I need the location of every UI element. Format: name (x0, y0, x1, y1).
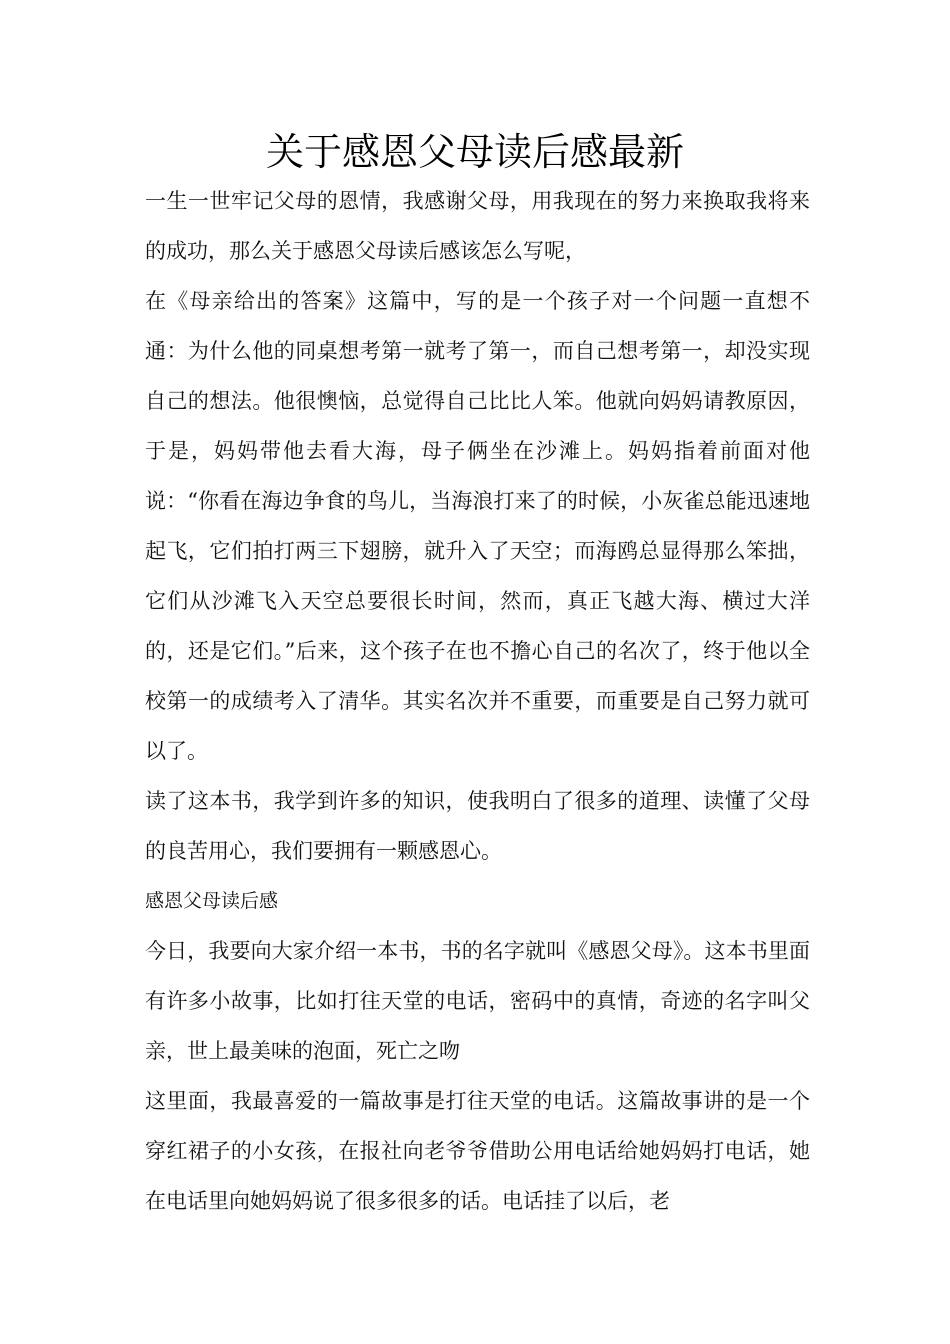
document-title: 关于感恩父母读后感最新 (265, 130, 684, 174)
paragraph-favorite-story: 这里面，我最喜爱的一篇故事是打往天堂的电话。这篇故事讲的是一个穿红裙子的小女孩，在报社向老爷爷借助公用电话给她妈妈打电话，她在电话里向她妈妈说了很多很多的话。电话挂了以后，老 (145, 1089, 810, 1213)
section-heading: 感恩父母读后感 (145, 890, 279, 912)
document-body (145, 176, 810, 1226)
paragraph-book-intro: 今日，我要向大家介绍一本书，书的名字就叫《感恩父母》。这本书里面有许多小故事，比如打往天堂的电话，密码中的真情，奇迹的名字叫父亲，世上最美味的泡面，死亡之吻 (145, 939, 810, 1063)
paragraph-mother-answer: 在《母亲给出的答案》这篇中，写的是一个孩子对一个问题一直想不通：为什么他的同桌想考第一就考了第一，而自己想考第一，却没实现自己的想法。他很懊恼，总觉得自己比比人笨。他就向妈妈请教原因，于是，妈妈带他去看大海，母子俩坐在沙滩上。妈妈指着前面对他说：“你看在海边争食的鸟儿，当海浪打来了的时候，小灰雀总能迅速地起飞，它们拍打两三下翅膀，就升入了天空；而海鸥总显得那么笨拙，它们从沙滩飞入天空总要很长时间，然而，真正飞越大海、横过大洋的，还是它们。”后来，这个孩子在也不擔心自己的名次了，终于他以全校第一的成绩考入了清华。其实名次并不重要，而重要是自己努力就可以了。 (145, 289, 810, 763)
paragraph-intro: 一生一世牢记父母的恩情，我感谢父母，用我现在的努力来换取我将来的成功，那么关于感恩父母读后感该怎么写呢， (145, 189, 810, 263)
paragraph-reflection: 读了这本书，我学到许多的知识，使我明白了很多的道理、读懂了父母的良苦用心，我们要拥有一颗感恩心。 (145, 789, 810, 863)
